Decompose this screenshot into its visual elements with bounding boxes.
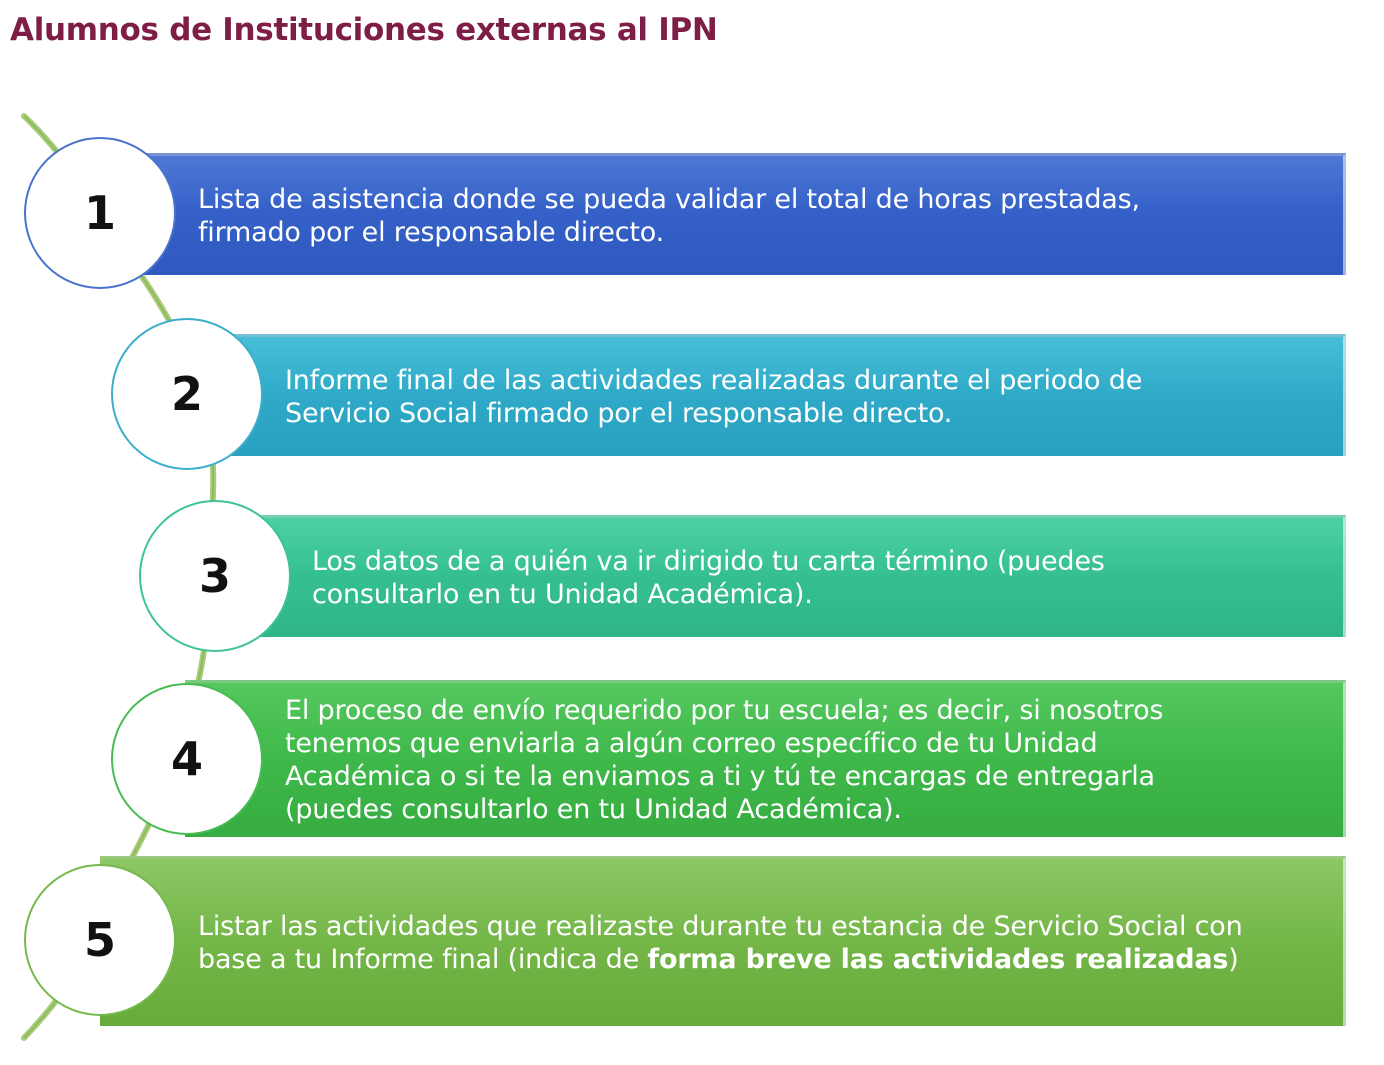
step-2-number: 2 <box>170 367 203 421</box>
step-5-number-circle <box>24 864 176 1016</box>
step-3-text: Los datos de a quién va ir dirigido tu carta término (puedes consultarlo en tu Unidad Académica). <box>312 545 1105 610</box>
step-1-number-circle <box>24 137 176 289</box>
step-2-number-circle <box>111 318 263 470</box>
step-5-number: 5 <box>83 913 116 967</box>
step-5-text-line2-suffix: ) <box>1228 943 1239 975</box>
step-1-text: Lista de asistencia donde se pueda validar el total de horas prestadas, firmado por el responsable directo. <box>198 183 1140 248</box>
step-2-text: Informe final de las actividades realizadas durante el periodo de Servicio Social firmado por el responsable directo. <box>285 364 1143 429</box>
step-4-number-circle <box>111 683 263 835</box>
step-5-band <box>100 856 1346 1026</box>
step-3-number-circle <box>139 500 291 652</box>
step-1-band <box>110 153 1346 275</box>
step-3-band <box>230 515 1346 637</box>
step-3-number: 3 <box>198 549 231 603</box>
step-5-text <box>198 910 1243 976</box>
step-5-text-line1: Listar las actividades que realizaste durante tu estancia de Servicio Social con <box>198 910 1243 942</box>
step-5-text-line2-prefix: base a tu Informe final (indica de <box>198 943 648 975</box>
step-4-text: El proceso de envío requerido por tu escuela; es decir, si nosotros tenemos que enviarla a algún correo específico de tu Unidad Académica o si te la enviamos a ti y tú te encargas de entregarla (puedes consultarlo en tu Unidad Académica). <box>285 695 1164 825</box>
page-title: Alumnos de Instituciones externas al IPN <box>10 12 718 48</box>
step-4-number: 4 <box>170 732 203 786</box>
step-4-band <box>185 680 1346 837</box>
step-1-number: 1 <box>83 186 116 240</box>
step-5-text-line2-bold: forma breve las actividades realizadas <box>647 943 1229 975</box>
step-2-band <box>200 334 1346 456</box>
